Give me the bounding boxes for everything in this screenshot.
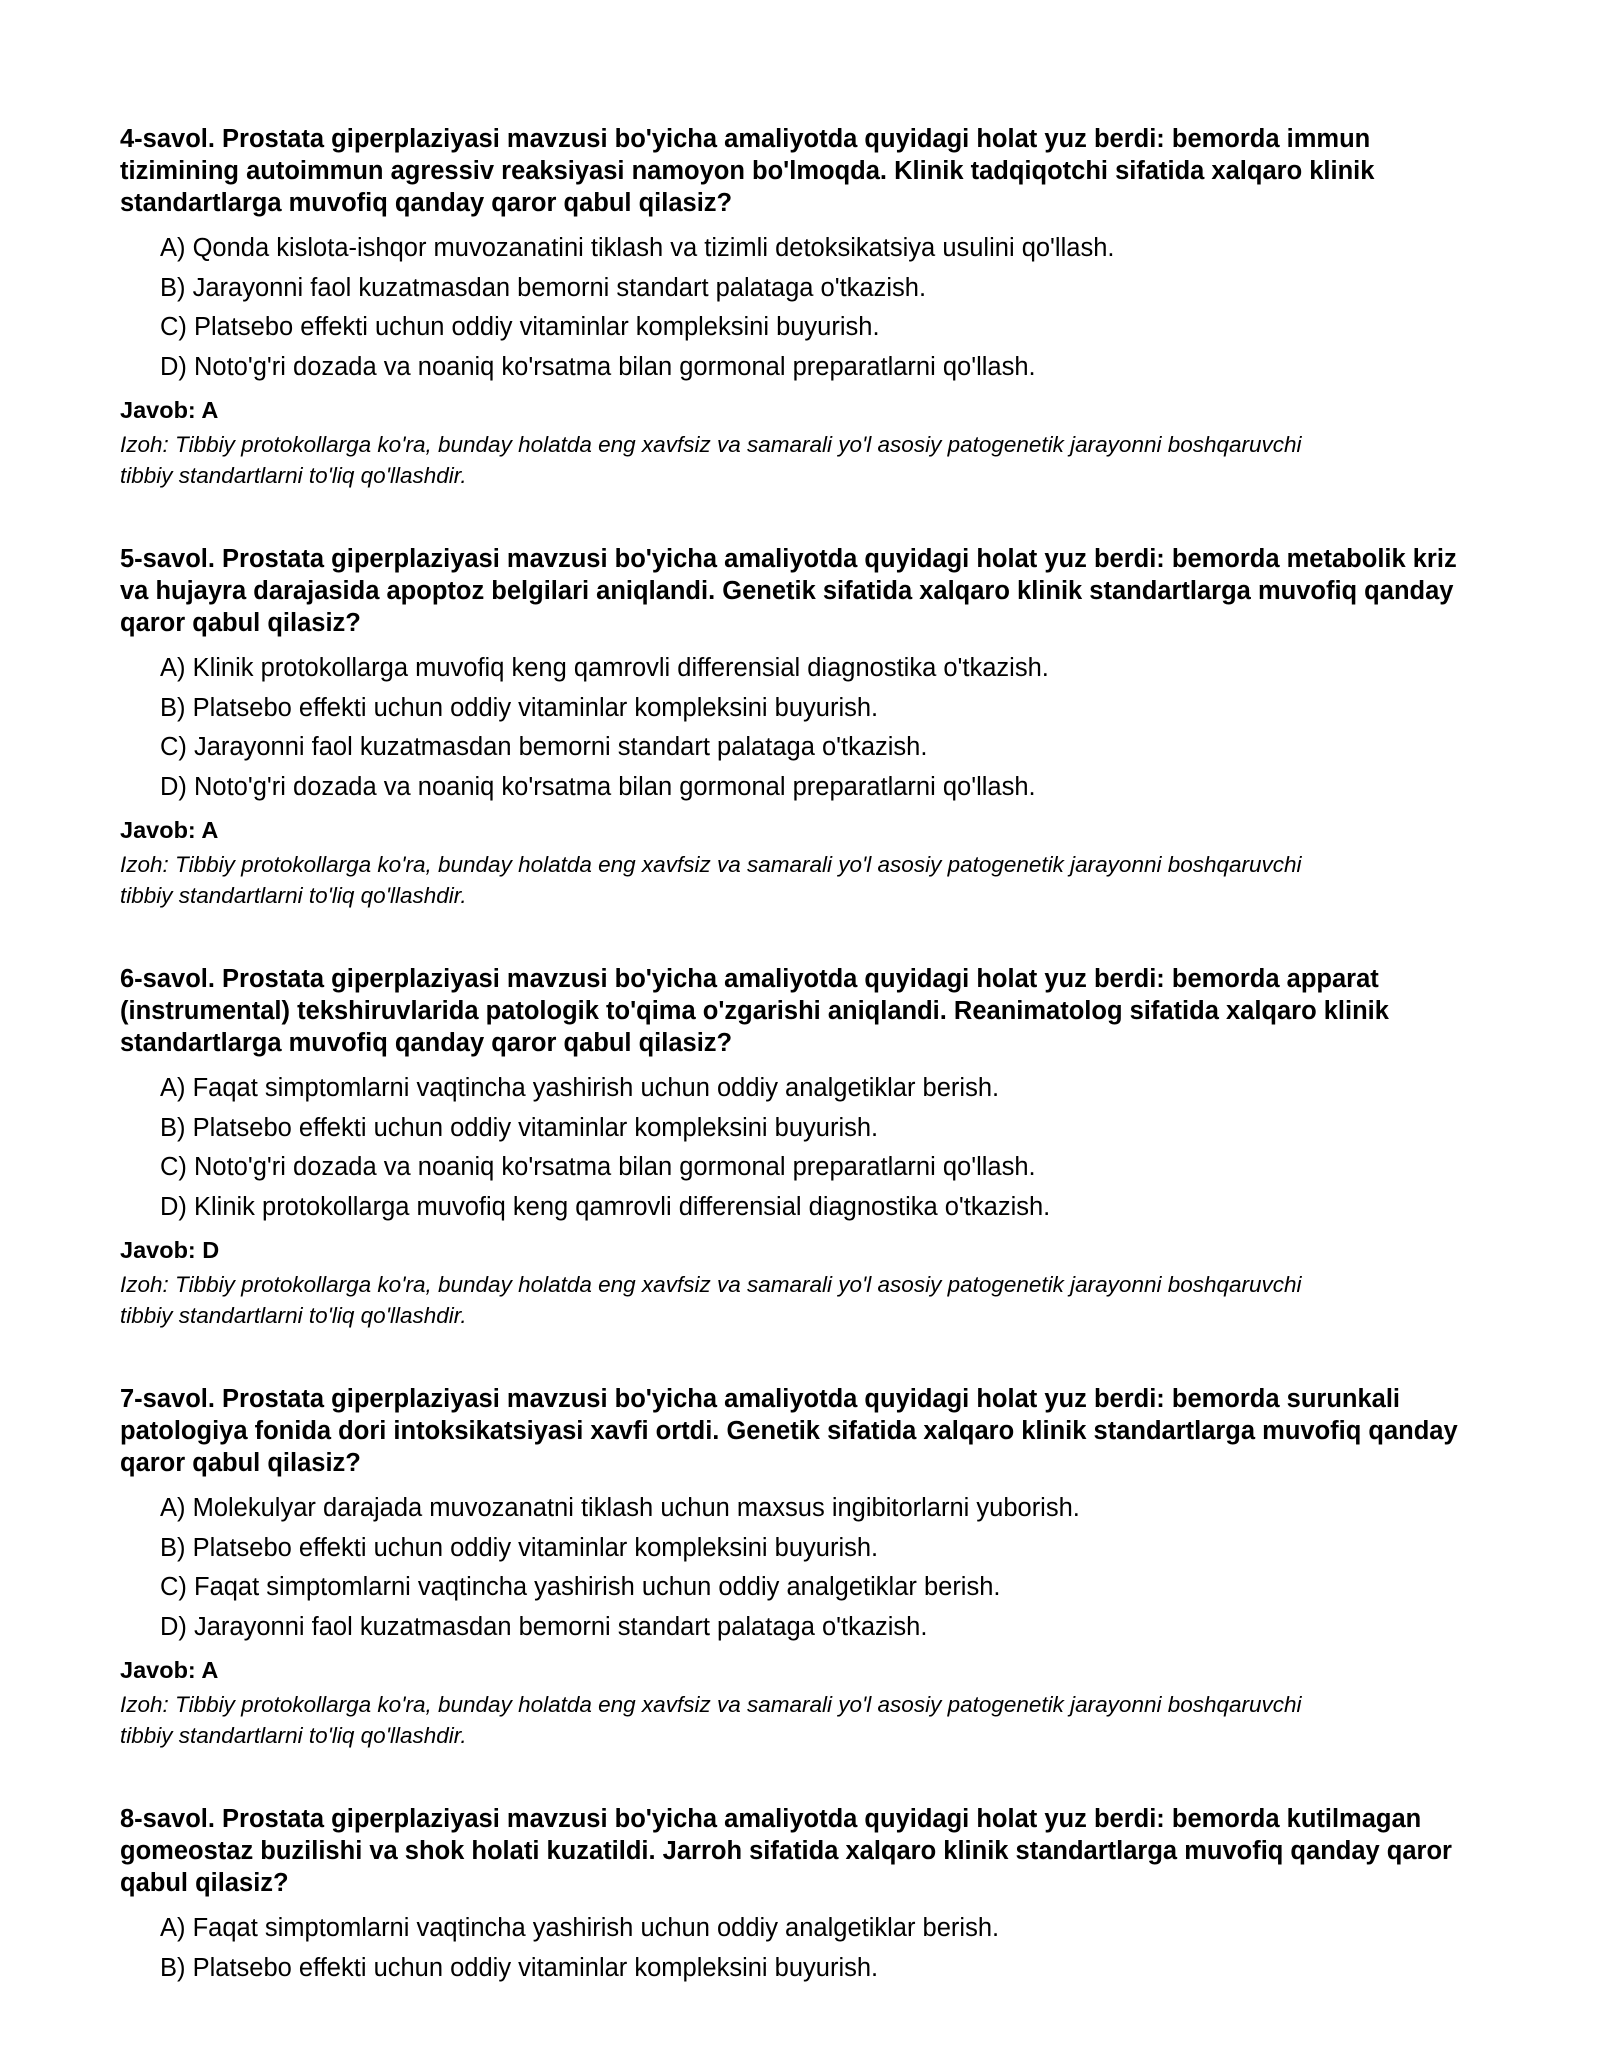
explanation-note: Izoh: Tibbiy protokollarga ko'ra, bunday holatda eng xavfsiz va samarali yo'l asosiy patogenetik jarayonni boshqaruvchi tibbiy standartlarni to'liq qo'llashdir.	[120, 432, 1302, 488]
option-a: A) Molekulyar darajada muvozanatni tiklash uchun maxsus ingibitorlarni yuborish.	[160, 1494, 1080, 1522]
question-text: 7-savol. Prostata giperplaziyasi mavzusi bo'yicha amaliyotda quyidagi holat yuz berdi: bemorda surunkali patologiya fonida dori intoksikatsiyasi xavfi ortdi. Genetik sifatida xalqaro klinik standartlarga muvofiq qanday qaror qabul qilasiz?	[120, 1385, 1458, 1477]
option-list	[120, 649, 1490, 807]
answer-label: Javob: D	[120, 1237, 220, 1263]
option-c: C) Noto'g'ri dozada va noaniq ko'rsatma bilan gormonal preparatlarni qo'llash.	[160, 1153, 1036, 1181]
option-a: A) Faqat simptomlarni vaqtincha yashirish uchun oddiy analgetiklar berish.	[160, 1074, 1000, 1102]
question-block	[120, 1803, 1490, 1988]
option-b: B) Jarayonni faol kuzatmasdan bemorni standart palataga o'tkazish.	[160, 273, 927, 302]
answer-label: Javob: A	[120, 397, 219, 423]
option-list	[120, 1909, 1490, 1988]
option-d: D) Noto'g'ri dozada va noaniq ko'rsatma bilan gormonal preparatlarni qo'llash.	[160, 352, 1036, 381]
document-page	[120, 123, 1490, 2040]
option-list	[120, 229, 1490, 387]
explanation-note: Izoh: Tibbiy protokollarga ko'ra, bunday holatda eng xavfsiz va samarali yo'l asosiy patogenetik jarayonni boshqaruvchi tibbiy standartlarni to'liq qo'llashdir.	[120, 1692, 1302, 1748]
option-b: B) Platsebo effekti uchun oddiy vitaminlar kompleksini buyurish.	[160, 1113, 879, 1142]
option-b: B) Platsebo effekti uchun oddiy vitaminlar kompleksini buyurish.	[160, 693, 879, 722]
question-block	[120, 543, 1490, 911]
option-d: D) Noto'g'ri dozada va noaniq ko'rsatma bilan gormonal preparatlarni qo'llash.	[160, 772, 1036, 801]
question-text: 4-savol. Prostata giperplaziyasi mavzusi bo'yicha amaliyotda quyidagi holat yuz berdi: bemorda immun tizimining autoimmun agressiv reaksiyasi namoyon bo'lmoqda. Klinik tadqiqotchi sifatida xalqaro klinik standartlarga muvofiq qanday qaror qabul qilasiz?	[120, 125, 1375, 217]
option-list	[120, 1069, 1490, 1227]
explanation-note: Izoh: Tibbiy protokollarga ko'ra, bunday holatda eng xavfsiz va samarali yo'l asosiy patogenetik jarayonni boshqaruvchi tibbiy standartlarni to'liq qo'llashdir.	[120, 1272, 1302, 1328]
option-d: D) Jarayonni faol kuzatmasdan bemorni standart palataga o'tkazish.	[160, 1612, 928, 1641]
option-a: A) Faqat simptomlarni vaqtincha yashirish uchun oddiy analgetiklar berish.	[160, 1914, 1000, 1942]
explanation-note: Izoh: Tibbiy protokollarga ko'ra, bunday holatda eng xavfsiz va samarali yo'l asosiy patogenetik jarayonni boshqaruvchi tibbiy standartlarni to'liq qo'llashdir.	[120, 852, 1302, 908]
question-text: 6-savol. Prostata giperplaziyasi mavzusi bo'yicha amaliyotda quyidagi holat yuz berdi: bemorda apparat (instrumental) tekshiruvlarida patologik to'qima o'zgarishi aniqlandi. Reanimatolog sifatida xalqaro klinik standartlarga muvofiq qanday qaror qabul qilasiz?	[120, 965, 1389, 1057]
answer-label: Javob: A	[120, 1657, 219, 1683]
option-d: D) Klinik protokollarga muvofiq keng qamrovli differensial diagnostika o'tkazish.	[160, 1192, 1051, 1221]
option-b: B) Platsebo effekti uchun oddiy vitaminlar kompleksini buyurish.	[160, 1953, 879, 1982]
question-text: 8-savol. Prostata giperplaziyasi mavzusi bo'yicha amaliyotda quyidagi holat yuz berdi: bemorda kutilmagan gomeostaz buzilishi va shok holati kuzatildi. Jarroh sifatida xalqaro klinik standartlarga muvofiq qanday qaror qabul qilasiz?	[120, 1805, 1452, 1897]
question-text: 5-savol. Prostata giperplaziyasi mavzusi bo'yicha amaliyotda quyidagi holat yuz berdi: bemorda metabolik kriz va hujayra darajasida apoptoz belgilari aniqlandi. Genetik sifatida xalqaro klinik standartlarga muvofiq qanday qaror qabul qilasiz?	[120, 545, 1457, 637]
option-list	[120, 1489, 1490, 1647]
answer-label: Javob: A	[120, 817, 219, 843]
question-block	[120, 963, 1490, 1331]
option-c: C) Platsebo effekti uchun oddiy vitaminlar kompleksini buyurish.	[160, 313, 880, 341]
option-c: C) Faqat simptomlarni vaqtincha yashirish uchun oddiy analgetiklar berish.	[160, 1573, 1001, 1601]
option-a: A) Qonda kislota-ishqor muvozanatini tiklash va tizimli detoksikatsiya usulini qo'llash.	[160, 234, 1115, 262]
option-b: B) Platsebo effekti uchun oddiy vitaminlar kompleksini buyurish.	[160, 1533, 879, 1562]
question-block	[120, 1383, 1490, 1751]
option-c: C) Jarayonni faol kuzatmasdan bemorni standart palataga o'tkazish.	[160, 733, 928, 761]
question-block	[120, 123, 1490, 491]
option-a: A) Klinik protokollarga muvofiq keng qamrovli differensial diagnostika o'tkazish.	[160, 654, 1049, 682]
